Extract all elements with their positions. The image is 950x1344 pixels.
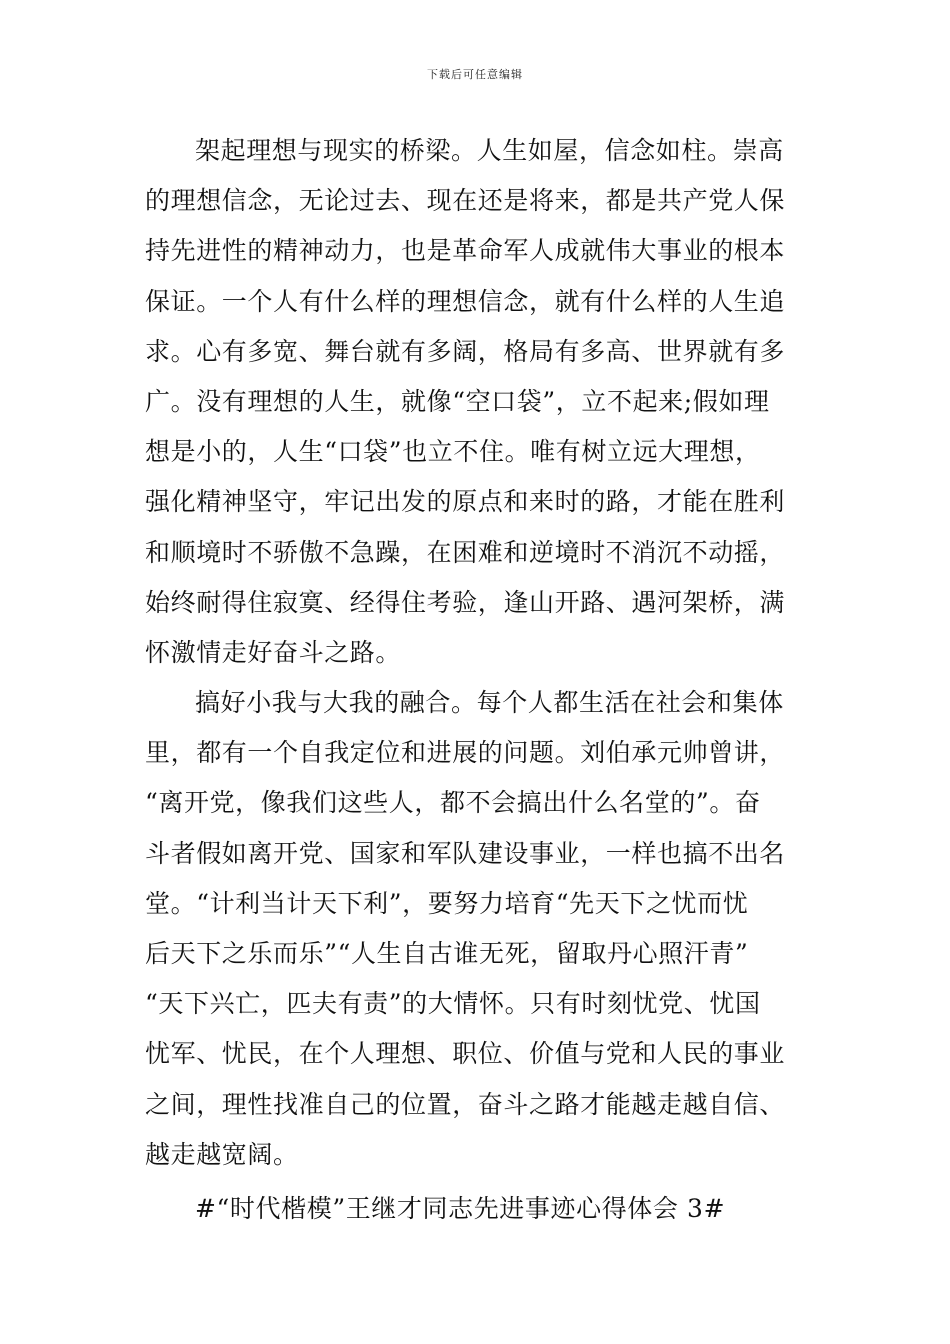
paragraph-line: 之间，理性找准自己的位置，奋斗之路才能越走越自信、 xyxy=(145,1089,786,1119)
paragraph-line: 持先进性的精神动力，也是革命军人成就伟大事业的根本 xyxy=(145,236,786,266)
paragraph-line: 和顺境时不骄傲不急躁，在困难和逆境时不消沉不动摇， xyxy=(145,537,786,567)
page-header-note: 下载后可任意编辑 xyxy=(427,68,523,81)
paragraph-line: 架起理想与现实的桥梁。人生如屋，信念如柱。崇高 xyxy=(195,136,784,165)
paragraph-line: 广。没有理想的人生，就像“空口袋”，立不起来;假如理 xyxy=(145,386,770,416)
paragraph-line: 的理想信念，无论过去、现在还是将来，都是共产党人保 xyxy=(145,186,786,216)
paragraph xyxy=(145,678,807,1180)
paragraph-line: “天下兴亡，匹夫有责”的大情怀。只有时刻忧党、忧国 xyxy=(145,989,761,1019)
paragraph-line: “离开党，像我们这些人，都不会搞出什么名堂的”。奋 xyxy=(145,788,761,818)
paragraph-line: 里，都有一个自我定位和进展的问题。刘伯承元帅曾讲， xyxy=(145,738,786,768)
paragraph-line: 保证。一个人有什么样的理想信念，就有什么样的人生追 xyxy=(145,286,786,316)
paragraph-line: 越走越宽阔。 xyxy=(145,1139,299,1169)
paragraph-line: 堂。“计利当计天下利”，要努力培育“先天下之忧而忧 xyxy=(145,888,749,918)
paragraph-line: 怀激情走好奋斗之路。 xyxy=(145,637,402,667)
paragraph-line: 斗者假如离开党、国家和军队建设事业，一样也搞不出名 xyxy=(145,838,786,868)
paragraph-line: 忧军、忧民，在个人理想、职位、价值与党和人民的事业 xyxy=(145,1039,786,1069)
paragraph-line: 想是小的，人生“口袋”也立不住。唯有树立远大理想， xyxy=(145,437,761,467)
paragraph-line: 强化精神坚守，牢记出发的原点和来时的路，才能在胜利 xyxy=(145,487,786,517)
section-heading: #“时代楷模”王继才同志先进事迹心得体会 3# xyxy=(195,1193,726,1223)
paragraph-line: 后天下之乐而乐”“人生自古谁无死，留取丹心照汗青” xyxy=(145,939,749,968)
paragraph-line: 求。心有多宽、舞台就有多阔，格局有多高、世界就有多 xyxy=(145,336,786,366)
document-body xyxy=(145,126,807,1234)
paragraph-line: 搞好小我与大我的融合。每个人都生活在社会和集体 xyxy=(195,688,784,718)
paragraph xyxy=(145,126,807,678)
paragraph-line: 始终耐得住寂寞、经得住考验，逢山开路、遇河架桥，满 xyxy=(145,587,786,617)
